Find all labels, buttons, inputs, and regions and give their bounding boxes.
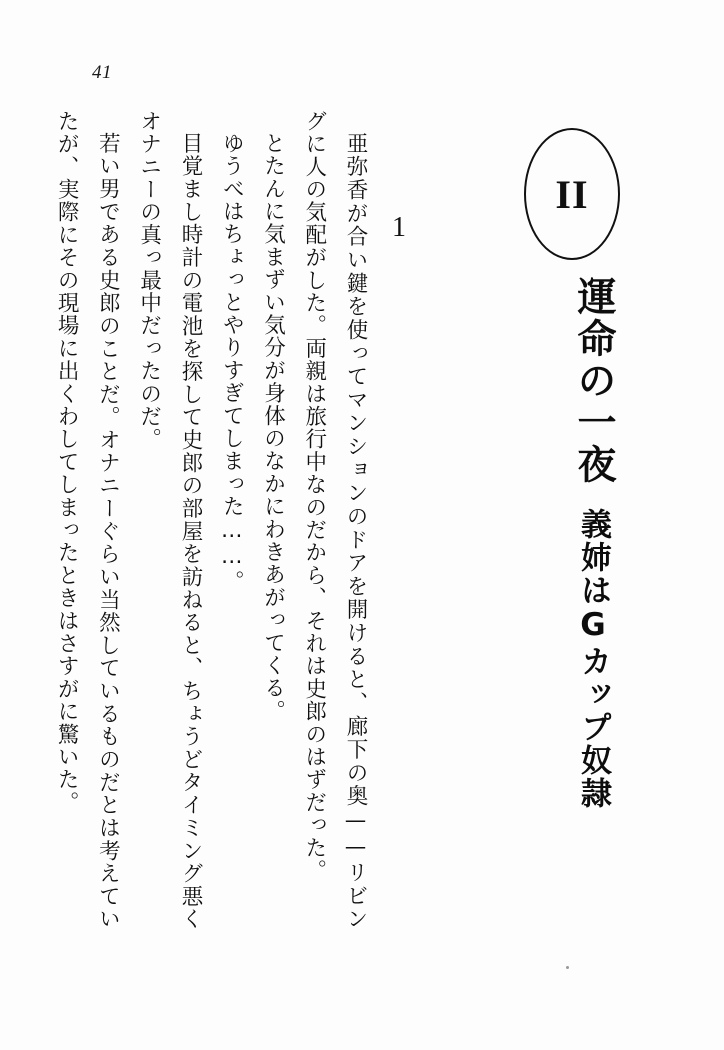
chapter-title-sub: 義姉はGカップ奴隷 <box>575 508 611 810</box>
body-text-block <box>46 110 376 930</box>
print-speck <box>566 966 569 969</box>
paragraph: 亜弥香が合い鍵を使ってマンションのドアを開けると、廊下の奥——リビングに人の気配がした。両親は旅行中なのだから、それは史郎のはずだった。 <box>301 110 368 930</box>
paragraph: ゆうべはちょっとやりすぎてしまった……。 <box>219 131 245 593</box>
paragraph: 若い男である史郎のことだ。オナニーぐらい当然しているものだとは考えていたが、実際にその現場に出くわしてしまったときはさすがに驚いた。 <box>54 110 121 930</box>
chapter-ornament <box>524 128 620 260</box>
paragraph: 目覚まし時計の電池を探して史郎の部屋を訪ねると、ちょうどタイミング悪くオナニーの真っ最中だったのだ。 <box>136 110 203 930</box>
page-number: 41 <box>92 62 112 83</box>
section-number: 1 <box>392 212 406 243</box>
paragraph: とたんに気まずい気分が身体のなかにわきあがってくる。 <box>260 131 286 722</box>
chapter-title <box>530 276 614 810</box>
chapter-title-main: 運命の一夜 <box>571 276 616 486</box>
chapter-numeral: II <box>555 171 589 217</box>
